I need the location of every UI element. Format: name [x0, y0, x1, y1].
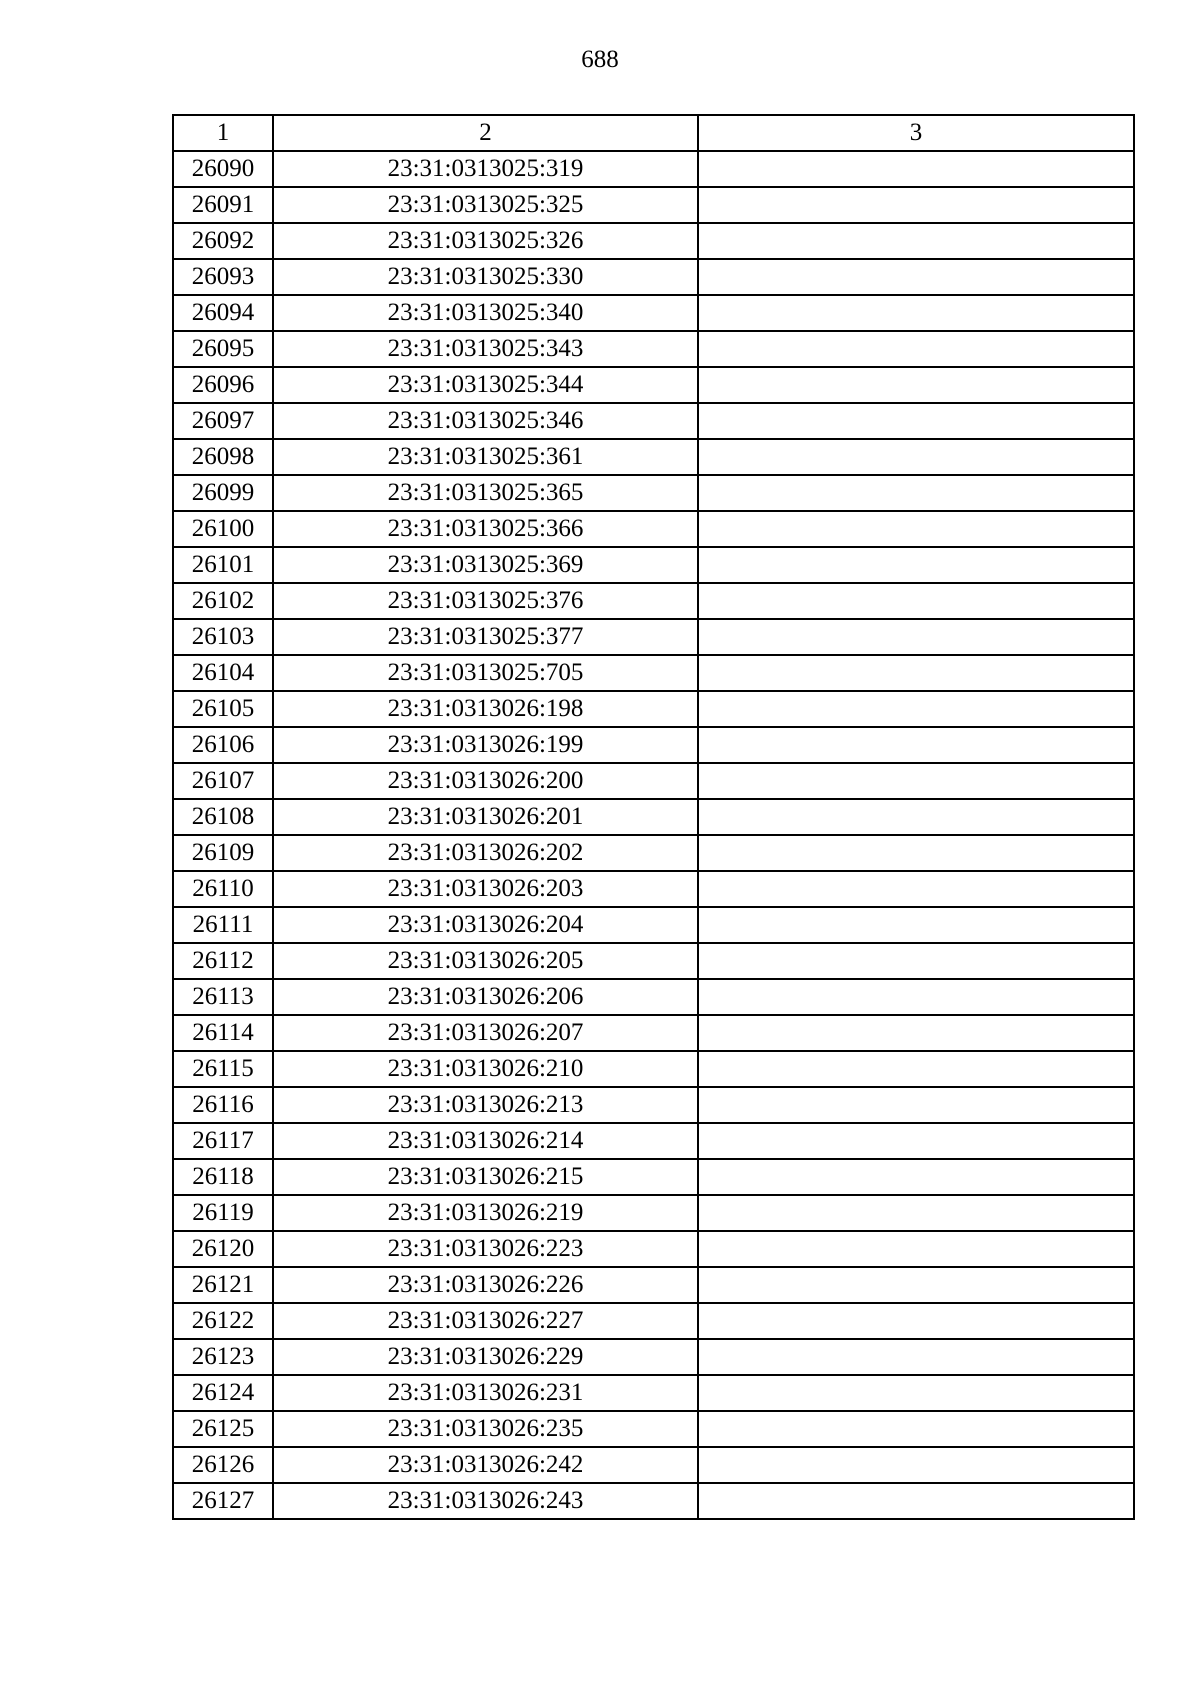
table-row — [173, 1051, 1134, 1087]
table-row — [173, 1483, 1134, 1519]
cadastral-number-cell: 23:31:0313025:346 — [273, 403, 698, 439]
cadastral-number-cell: 23:31:0313026:227 — [273, 1303, 698, 1339]
notes-cell — [698, 835, 1134, 871]
column-header-1: 1 — [173, 115, 273, 151]
row-number-cell: 26100 — [173, 511, 273, 547]
table-row — [173, 763, 1134, 799]
cadastral-number-cell: 23:31:0313026:231 — [273, 1375, 698, 1411]
cadastral-number-cell: 23:31:0313026:206 — [273, 979, 698, 1015]
notes-cell — [698, 1375, 1134, 1411]
row-number-cell: 26096 — [173, 367, 273, 403]
cadastral-number-cell: 23:31:0313025:377 — [273, 619, 698, 655]
row-number-cell: 26118 — [173, 1159, 273, 1195]
row-number-cell: 26110 — [173, 871, 273, 907]
notes-cell — [698, 1159, 1134, 1195]
table-row — [173, 907, 1134, 943]
page-number: 688 — [581, 46, 619, 73]
table-row — [173, 331, 1134, 367]
table-row — [173, 259, 1134, 295]
cadastral-number-cell: 23:31:0313026:203 — [273, 871, 698, 907]
notes-cell — [698, 1411, 1134, 1447]
row-number-cell: 26097 — [173, 403, 273, 439]
notes-cell — [698, 259, 1134, 295]
notes-cell — [698, 151, 1134, 187]
table-row — [173, 295, 1134, 331]
notes-cell — [698, 1123, 1134, 1159]
table-row — [173, 439, 1134, 475]
notes-cell — [698, 1015, 1134, 1051]
row-number-cell: 26105 — [173, 691, 273, 727]
cadastral-number-cell: 23:31:0313026:215 — [273, 1159, 698, 1195]
row-number-cell: 26095 — [173, 331, 273, 367]
cadastral-number-cell: 23:31:0313025:340 — [273, 295, 698, 331]
table-row — [173, 943, 1134, 979]
row-number-cell: 26123 — [173, 1339, 273, 1375]
row-number-cell: 26111 — [173, 907, 273, 943]
notes-cell — [698, 871, 1134, 907]
notes-cell — [698, 1267, 1134, 1303]
table-row — [173, 151, 1134, 187]
table-row — [173, 727, 1134, 763]
cadastral-number-cell: 23:31:0313025:361 — [273, 439, 698, 475]
cadastral-number-cell: 23:31:0313026:202 — [273, 835, 698, 871]
notes-cell — [698, 1483, 1134, 1519]
row-number-cell: 26120 — [173, 1231, 273, 1267]
table-row — [173, 871, 1134, 907]
notes-cell — [698, 1195, 1134, 1231]
table-row — [173, 223, 1134, 259]
row-number-cell: 26119 — [173, 1195, 273, 1231]
cadastral-number-cell: 23:31:0313026:242 — [273, 1447, 698, 1483]
notes-cell — [698, 187, 1134, 223]
row-number-cell: 26108 — [173, 799, 273, 835]
notes-cell — [698, 367, 1134, 403]
row-number-cell: 26127 — [173, 1483, 273, 1519]
row-number-cell: 26103 — [173, 619, 273, 655]
cadastral-number-cell: 23:31:0313026:200 — [273, 763, 698, 799]
cadastral-number-cell: 23:31:0313026:229 — [273, 1339, 698, 1375]
table-row — [173, 475, 1134, 511]
cadastral-number-cell: 23:31:0313026:213 — [273, 1087, 698, 1123]
row-number-cell: 26090 — [173, 151, 273, 187]
table-row — [173, 187, 1134, 223]
row-number-cell: 26106 — [173, 727, 273, 763]
notes-cell — [698, 475, 1134, 511]
cadastral-number-cell: 23:31:0313026:235 — [273, 1411, 698, 1447]
cadastral-number-cell: 23:31:0313026:205 — [273, 943, 698, 979]
cadastral-number-cell: 23:31:0313025:365 — [273, 475, 698, 511]
cadastral-number-cell: 23:31:0313026:198 — [273, 691, 698, 727]
row-number-cell: 26098 — [173, 439, 273, 475]
notes-cell — [698, 799, 1134, 835]
cadastral-number-cell: 23:31:0313025:705 — [273, 655, 698, 691]
table-row — [173, 655, 1134, 691]
notes-cell — [698, 547, 1134, 583]
table-row — [173, 691, 1134, 727]
column-header-2: 2 — [273, 115, 698, 151]
table-row — [173, 1159, 1134, 1195]
row-number-cell: 26126 — [173, 1447, 273, 1483]
table-row — [173, 1267, 1134, 1303]
row-number-cell: 26115 — [173, 1051, 273, 1087]
cadastral-number-cell: 23:31:0313025:325 — [273, 187, 698, 223]
row-number-cell: 26117 — [173, 1123, 273, 1159]
cadastral-number-cell: 23:31:0313026:219 — [273, 1195, 698, 1231]
table-row — [173, 367, 1134, 403]
row-number-cell: 26094 — [173, 295, 273, 331]
table-row — [173, 1375, 1134, 1411]
notes-cell — [698, 619, 1134, 655]
cadastral-number-cell: 23:31:0313025:366 — [273, 511, 698, 547]
notes-cell — [698, 691, 1134, 727]
notes-cell — [698, 763, 1134, 799]
row-number-cell: 26093 — [173, 259, 273, 295]
row-number-cell: 26109 — [173, 835, 273, 871]
cadastral-number-cell: 23:31:0313025:344 — [273, 367, 698, 403]
row-number-cell: 26107 — [173, 763, 273, 799]
table-header — [173, 115, 1134, 151]
notes-cell — [698, 511, 1134, 547]
table-row — [173, 835, 1134, 871]
cadastral-number-cell: 23:31:0313026:207 — [273, 1015, 698, 1051]
notes-cell — [698, 295, 1134, 331]
notes-cell — [698, 1447, 1134, 1483]
table-row — [173, 1195, 1134, 1231]
table-row — [173, 1339, 1134, 1375]
cadastral-number-cell: 23:31:0313025:330 — [273, 259, 698, 295]
notes-cell — [698, 331, 1134, 367]
notes-cell — [698, 1339, 1134, 1375]
notes-cell — [698, 439, 1134, 475]
cadastral-number-cell: 23:31:0313025:326 — [273, 223, 698, 259]
cadastral-number-cell: 23:31:0313025:369 — [273, 547, 698, 583]
cadastral-table — [172, 114, 1135, 1520]
cadastral-number-cell: 23:31:0313025:319 — [273, 151, 698, 187]
notes-cell — [698, 583, 1134, 619]
table-row — [173, 1447, 1134, 1483]
notes-cell — [698, 403, 1134, 439]
notes-cell — [698, 943, 1134, 979]
table-row — [173, 799, 1134, 835]
cadastral-number-cell: 23:31:0313026:204 — [273, 907, 698, 943]
cadastral-number-cell: 23:31:0313026:201 — [273, 799, 698, 835]
row-number-cell: 26104 — [173, 655, 273, 691]
notes-cell — [698, 1303, 1134, 1339]
row-number-cell: 26101 — [173, 547, 273, 583]
cadastral-number-cell: 23:31:0313026:243 — [273, 1483, 698, 1519]
row-number-cell: 26112 — [173, 943, 273, 979]
table-row — [173, 547, 1134, 583]
cadastral-number-cell: 23:31:0313026:210 — [273, 1051, 698, 1087]
table-row — [173, 979, 1134, 1015]
notes-cell — [698, 727, 1134, 763]
cadastral-number-cell: 23:31:0313025:376 — [273, 583, 698, 619]
cadastral-number-cell: 23:31:0313025:343 — [273, 331, 698, 367]
row-number-cell: 26099 — [173, 475, 273, 511]
row-number-cell: 26114 — [173, 1015, 273, 1051]
notes-cell — [698, 1087, 1134, 1123]
table-row — [173, 1411, 1134, 1447]
cadastral-number-cell: 23:31:0313026:214 — [273, 1123, 698, 1159]
notes-cell — [698, 1051, 1134, 1087]
row-number-cell: 26091 — [173, 187, 273, 223]
notes-cell — [698, 1231, 1134, 1267]
row-number-cell: 26124 — [173, 1375, 273, 1411]
table-row — [173, 1123, 1134, 1159]
table-body — [173, 151, 1134, 1519]
table-row — [173, 511, 1134, 547]
header-row — [173, 115, 1134, 151]
row-number-cell: 26122 — [173, 1303, 273, 1339]
row-number-cell: 26102 — [173, 583, 273, 619]
row-number-cell: 26116 — [173, 1087, 273, 1123]
row-number-cell: 26125 — [173, 1411, 273, 1447]
cadastral-number-cell: 23:31:0313026:223 — [273, 1231, 698, 1267]
table-row — [173, 1087, 1134, 1123]
notes-cell — [698, 655, 1134, 691]
cadastral-table-container — [172, 114, 1133, 1520]
row-number-cell: 26121 — [173, 1267, 273, 1303]
table-row — [173, 1231, 1134, 1267]
row-number-cell: 26113 — [173, 979, 273, 1015]
cadastral-number-cell: 23:31:0313026:199 — [273, 727, 698, 763]
table-row — [173, 1015, 1134, 1051]
notes-cell — [698, 979, 1134, 1015]
notes-cell — [698, 907, 1134, 943]
table-row — [173, 403, 1134, 439]
table-row — [173, 583, 1134, 619]
notes-cell — [698, 223, 1134, 259]
column-header-3: 3 — [698, 115, 1134, 151]
table-row — [173, 1303, 1134, 1339]
cadastral-number-cell: 23:31:0313026:226 — [273, 1267, 698, 1303]
row-number-cell: 26092 — [173, 223, 273, 259]
table-row — [173, 619, 1134, 655]
